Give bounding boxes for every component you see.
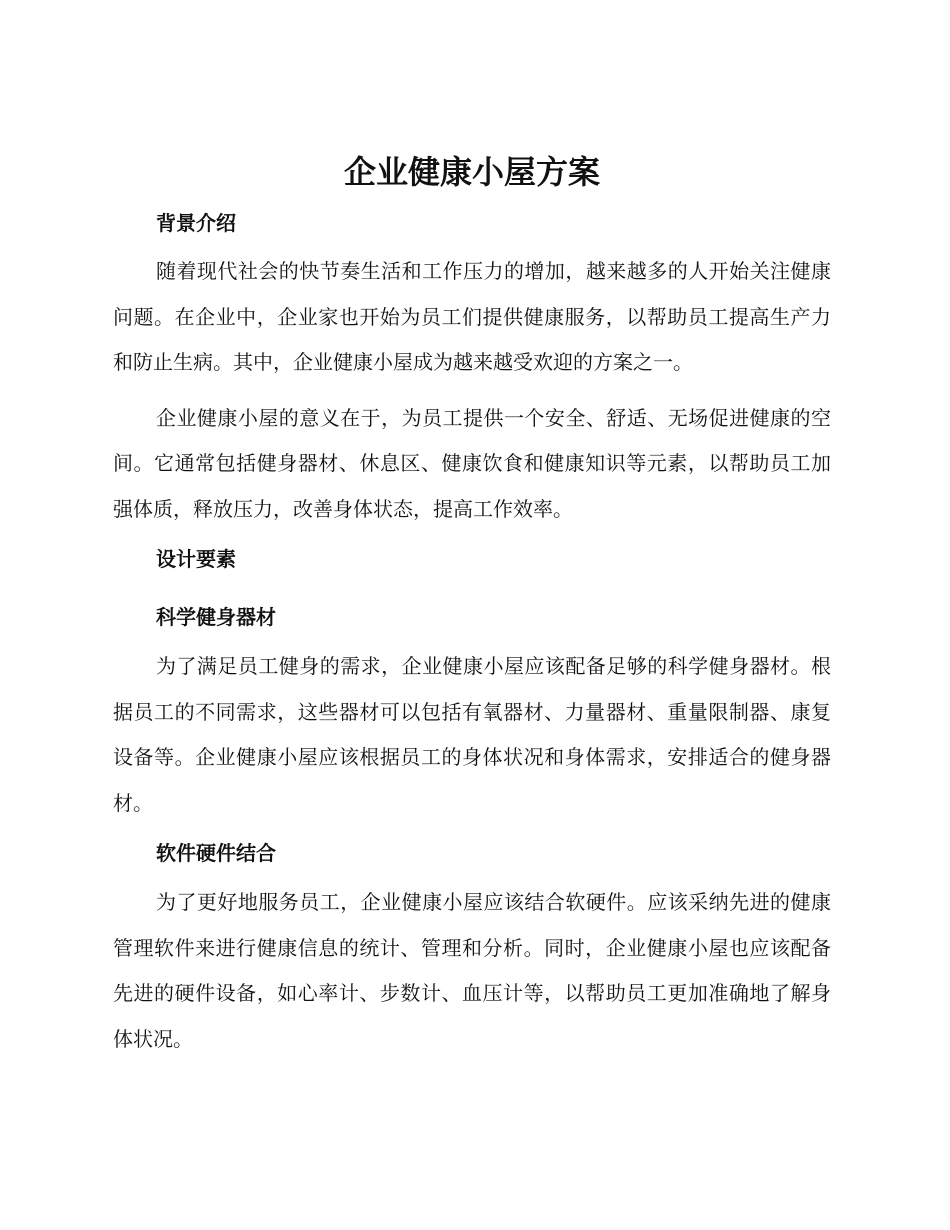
section-heading-background: 背景介绍 [156, 211, 236, 235]
paragraph-fitness: 为了满足员工健身的需求，企业健康小屋应该配备足够的科学健身器材。根据员工的不同需求，这些器材可以包括有氧器材、力量器材、重量限制器、康复设备等。企业健康小屋应该根据员工的身体状况和身体需求，安排适合的健身器材。 [113, 654, 831, 815]
subsection-heading-software-hardware: 软件硬件结合 [156, 841, 276, 865]
subsection-heading-fitness: 科学健身器材 [156, 605, 276, 629]
paragraph-background-2: 企业健康小屋的意义在于，为员工提供一个安全、舒适、无场促进健康的空间。它通常包括健身器材、休息区、健康饮食和健康知识等元素，以帮助员工加强体质，释放压力，改善身体状态，提高工作效率。 [113, 405, 831, 521]
paragraph-background-1: 随着现代社会的快节奏生活和工作压力的增加，越来越多的人开始关注健康问题。在企业中，企业家也开始为员工们提供健康服务，以帮助员工提高生产力和防止生病。其中，企业健康小屋成为越来越受欢迎的方案之一。 [113, 259, 831, 374]
paragraph-software-hardware: 为了更好地服务员工，企业健康小屋应该结合软硬件。应该采纳先进的健康管理软件来进行健康信息的统计、管理和分析。同时，企业健康小屋也应该配备先进的硬件设备，如心率计、步数计、血压计等，以帮助员工更加准确地了解身体状况。 [113, 890, 831, 1051]
document-title: 企业健康小屋方案 [343, 153, 600, 191]
section-heading-design: 设计要素 [156, 547, 236, 571]
document-body [113, 148, 831, 1062]
